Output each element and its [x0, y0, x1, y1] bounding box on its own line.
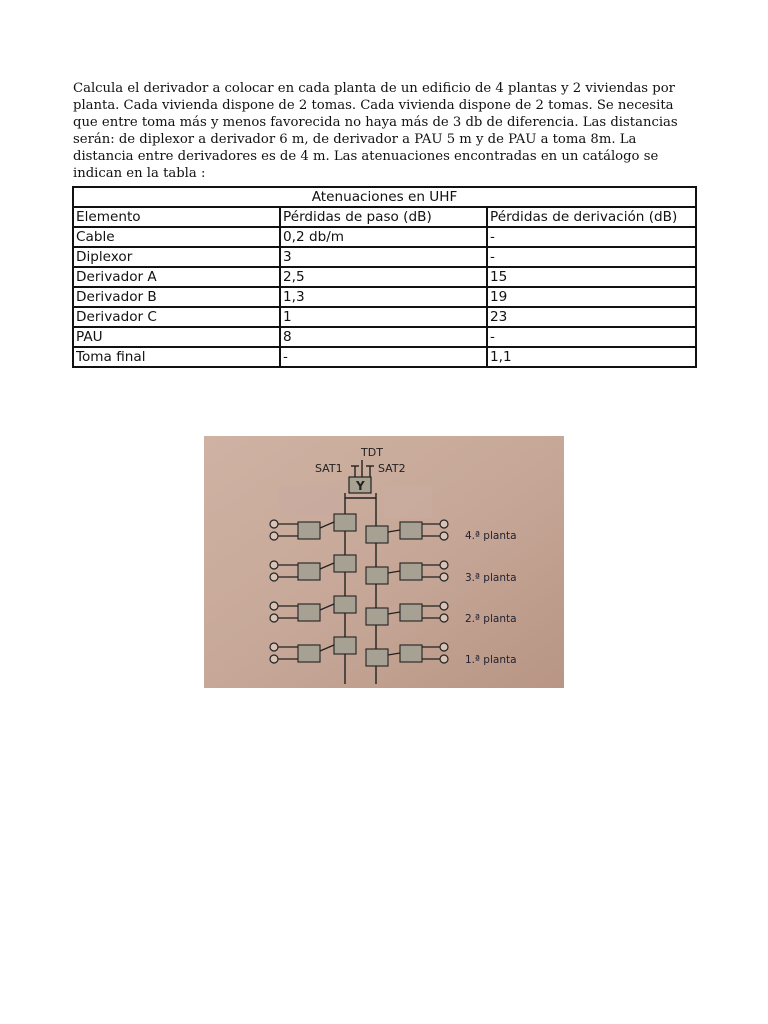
outlet-icon: [270, 655, 278, 663]
outlet-icon: [270, 561, 278, 569]
problem-statement: Calcula el derivador a colocar en cada planta de un edificio de 4 plantas y 2 viviendas por planta. Cada vivienda dispone de 2 tomas. Cada vivienda dispone de 2 tomas. Se necesita que entre toma más y menos favorecida no haya más de 3 db de diferencia. Las distancias serán: de diplexor a derivador 6 m, de derivador a PAU 5 m y de PAU a toma 8m. La distancia entre derivadores es de 4 m. Las atenuaciones encontradas en un catálogo se indican en la tabla :: [73, 81, 678, 182]
outlet-icon: [270, 532, 278, 540]
table-cell: 23: [487, 307, 696, 327]
outlet-icon: [270, 643, 278, 651]
outlet-icon: [440, 614, 448, 622]
table-row: [73, 247, 696, 267]
table-cell: -: [487, 227, 696, 247]
pau-box: [298, 563, 320, 580]
table-cell: 15: [487, 267, 696, 287]
tap-off-box: [366, 649, 388, 666]
table-row: [73, 347, 696, 367]
table-cell: 3: [280, 247, 487, 267]
tdt-label: TDT: [361, 446, 383, 459]
table-cell: -: [487, 247, 696, 267]
table-cell: 1: [280, 307, 487, 327]
distribution-diagram-photo: [204, 436, 564, 688]
tap-off-box: [334, 637, 356, 654]
outlet-icon: [440, 643, 448, 651]
table-caption-row: [73, 187, 696, 207]
column-header: Elemento: [73, 207, 280, 227]
outlet-icon: [440, 561, 448, 569]
column-header: Pérdidas de derivación (dB): [487, 207, 696, 227]
sat1-label: SAT1: [315, 462, 343, 475]
table-header-row: [73, 207, 696, 227]
outlet-icon: [440, 655, 448, 663]
table-row: [73, 307, 696, 327]
pau-box: [400, 522, 422, 539]
table-cell: Derivador A: [73, 267, 280, 287]
tap-off-box: [366, 567, 388, 584]
table-cell: 0,2 db/m: [280, 227, 487, 247]
table-row: [73, 287, 696, 307]
outlet-icon: [440, 532, 448, 540]
table-cell: 8: [280, 327, 487, 347]
tap-off-box: [366, 608, 388, 625]
outlet-icon: [440, 520, 448, 528]
pau-box: [400, 604, 422, 621]
table-cell: Toma final: [73, 347, 280, 367]
table-cell: 1,3: [280, 287, 487, 307]
table-cell: -: [487, 327, 696, 347]
sat2-label: SAT2: [378, 462, 406, 475]
pau-box: [298, 522, 320, 539]
table-row: [73, 227, 696, 247]
tap-off-box: [366, 526, 388, 543]
column-header: Pérdidas de paso (dB): [280, 207, 487, 227]
tap-off-box: [334, 514, 356, 531]
outlet-icon: [270, 614, 278, 622]
table-cell: 2,5: [280, 267, 487, 287]
table-row: [73, 327, 696, 347]
pau-box: [298, 645, 320, 662]
attenuation-table: [72, 186, 697, 368]
outlet-icon: [440, 602, 448, 610]
table-row: [73, 267, 696, 287]
outlet-icon: [270, 602, 278, 610]
outlet-icon: [270, 520, 278, 528]
outlet-icon: [270, 573, 278, 581]
table-cell: -: [280, 347, 487, 367]
table-cell: PAU: [73, 327, 280, 347]
table-cell: 1,1: [487, 347, 696, 367]
pau-box: [298, 604, 320, 621]
floor-label: 3.ª planta: [465, 572, 517, 584]
floor-label: 1.ª planta: [465, 654, 517, 666]
combiner-label: Y: [356, 479, 365, 493]
pau-box: [400, 563, 422, 580]
floor-label: 4.ª planta: [465, 530, 517, 542]
tap-off-box: [334, 596, 356, 613]
table-cell: Derivador B: [73, 287, 280, 307]
table-caption: Atenuaciones en UHF: [73, 187, 696, 207]
outlet-icon: [440, 573, 448, 581]
floor-label: 2.ª planta: [465, 613, 517, 625]
tap-off-box: [334, 555, 356, 572]
table-cell: 19: [487, 287, 696, 307]
table-cell: Cable: [73, 227, 280, 247]
table-cell: Derivador C: [73, 307, 280, 327]
table-cell: Diplexor: [73, 247, 280, 267]
pau-box: [400, 645, 422, 662]
